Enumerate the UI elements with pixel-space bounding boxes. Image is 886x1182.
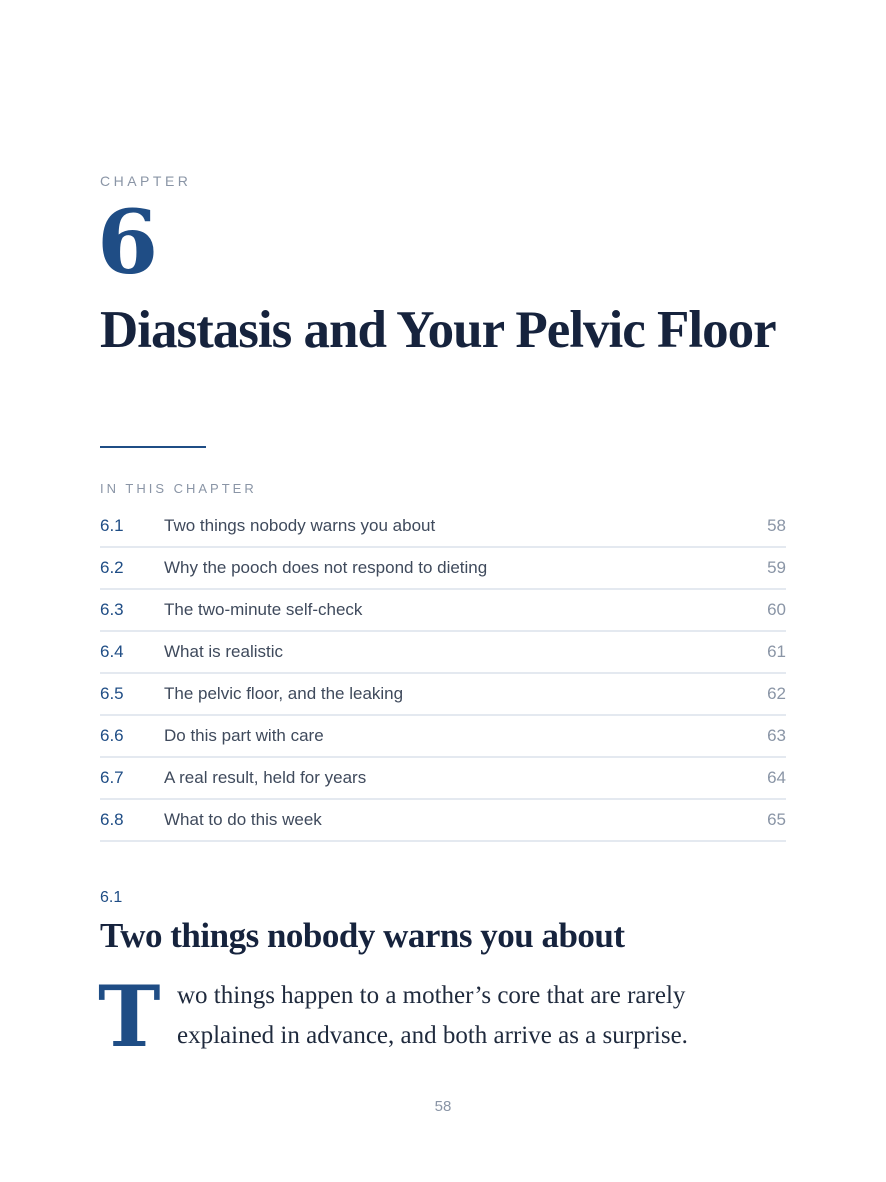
body-paragraph: wo things happen to a mother’s core that are rarely explained in advance, and both arrive as a surprise. — [177, 982, 688, 1049]
chapter-title: Diastasis and Your Pelvic Floor — [100, 301, 776, 359]
toc-item-page: 59 — [767, 558, 786, 577]
toc-item-title: Two things nobody warns you about — [164, 516, 436, 535]
toc-item-page: 62 — [767, 684, 786, 703]
toc-item-number: 6.2 — [100, 558, 124, 577]
toc-item-page: 65 — [767, 810, 786, 829]
toc-item-6-4[interactable] — [100, 632, 786, 674]
section-title: Two things nobody warns you about — [100, 916, 625, 955]
toc-item-number: 6.5 — [100, 684, 124, 703]
table-of-contents — [100, 506, 786, 842]
toc-item-number: 6.7 — [100, 768, 124, 787]
toc-item-6-2[interactable] — [100, 548, 786, 590]
toc-item-number: 6.4 — [100, 642, 124, 661]
toc-item-number: 6.1 — [100, 516, 124, 535]
toc-item-6-8[interactable] — [100, 800, 786, 842]
drop-cap: T — [98, 967, 161, 1066]
toc-item-page: 60 — [767, 600, 786, 619]
toc-item-title: What is realistic — [164, 642, 284, 661]
toc-item-number: 6.8 — [100, 810, 124, 829]
toc-item-number: 6.6 — [100, 726, 124, 745]
chapter-number: 6 — [97, 190, 159, 294]
toc-item-title: What to do this week — [164, 810, 322, 829]
toc-item-6-1[interactable] — [100, 506, 786, 548]
page-number: 58 — [434, 1098, 452, 1115]
toc-item-6-3[interactable] — [100, 590, 786, 632]
toc-label: IN THIS CHAPTER — [100, 481, 257, 496]
toc-item-page: 58 — [767, 516, 786, 535]
toc-item-6-7[interactable] — [100, 758, 786, 800]
book-page — [97, 0, 786, 1182]
toc-item-6-5[interactable] — [100, 674, 786, 716]
section-number: 6.1 — [100, 889, 123, 906]
toc-item-title: The two-minute self-check — [164, 600, 363, 619]
toc-item-title: Why the pooch does not respond to dieting — [164, 558, 488, 577]
toc-item-6-6[interactable] — [100, 716, 786, 758]
toc-item-title: The pelvic floor, and the leaking — [164, 684, 404, 703]
toc-item-title: Do this part with care — [164, 726, 324, 745]
toc-item-title: A real result, held for years — [164, 768, 367, 787]
toc-item-page: 63 — [767, 726, 786, 745]
toc-item-page: 64 — [767, 768, 786, 787]
toc-item-page: 61 — [767, 642, 786, 661]
chapter-label: CHAPTER — [100, 173, 192, 189]
toc-item-number: 6.3 — [100, 600, 124, 619]
title-divider — [100, 446, 206, 448]
